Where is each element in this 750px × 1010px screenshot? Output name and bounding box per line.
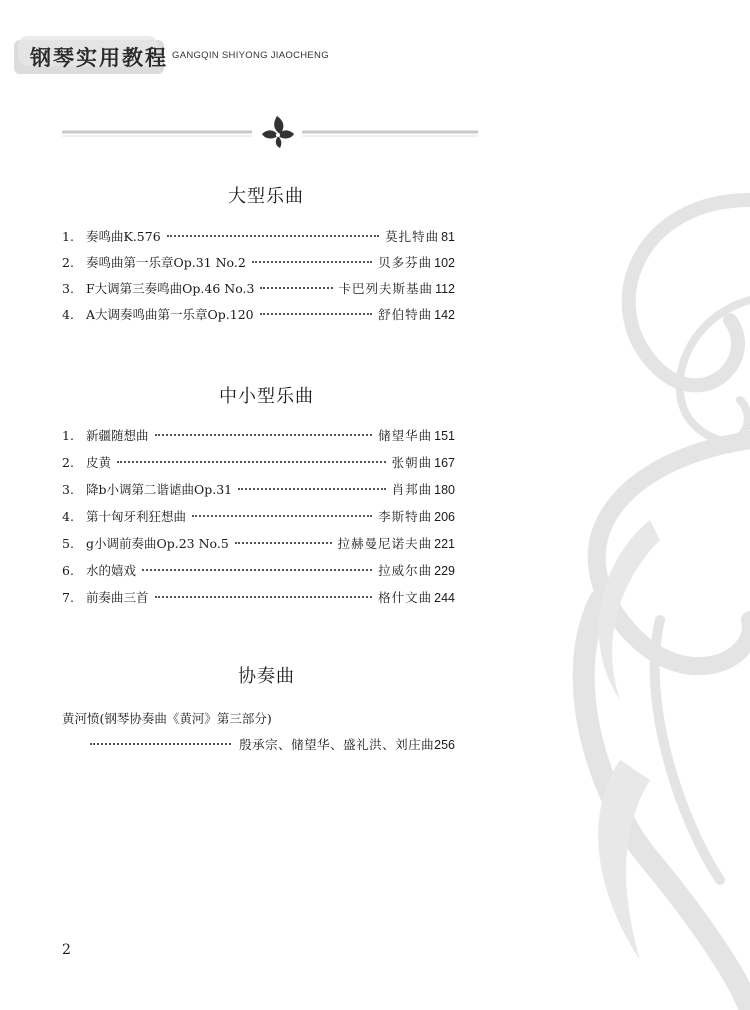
- entry-number: 2.: [62, 255, 74, 270]
- entry-composer: 殷承宗、储望华、盛礼洪、刘庄曲: [239, 737, 435, 752]
- entry-number: 7.: [62, 590, 74, 605]
- concerto-entry-title[interactable]: 黄河愤(钢琴协奏曲《黄河》第三部分): [62, 711, 272, 726]
- entry-number: 1.: [62, 428, 74, 443]
- floral-ornament-icon: [262, 116, 294, 148]
- entry-title: 奏鸣曲K.576: [86, 229, 161, 244]
- entry-composer: 肖邦曲: [391, 482, 433, 497]
- entry-composer: 贝多芬曲: [378, 255, 433, 270]
- dot-leader: [260, 313, 373, 315]
- section-title-small-works: 中小型乐曲: [219, 386, 314, 407]
- dot-leader: [235, 542, 332, 544]
- entry-page: 142: [434, 308, 455, 322]
- entry-number: 2.: [62, 455, 74, 470]
- entry-title: 前奏曲三首: [86, 590, 149, 605]
- toc-entry[interactable]: [62, 279, 455, 301]
- entry-page: 151: [434, 429, 455, 443]
- entry-composer: 张朝曲: [391, 455, 433, 470]
- entry-title: g小调前奏曲Op.23 No.5: [86, 536, 229, 551]
- dot-leader: [117, 461, 386, 463]
- entry-number: 3.: [62, 281, 74, 296]
- toc-entry[interactable]: [62, 426, 455, 448]
- entry-title: 奏鸣曲第一乐章Op.31 No.2: [86, 255, 246, 270]
- dot-leader: [155, 434, 373, 436]
- entry-composer: 格什文曲: [378, 590, 433, 605]
- entry-title: 水的嬉戏: [86, 563, 137, 578]
- toc-entry[interactable]: [62, 305, 455, 327]
- entry-number: 4.: [62, 307, 74, 322]
- dot-leader: [167, 235, 379, 237]
- toc-entry[interactable]: [62, 480, 455, 502]
- entry-title: 第十匈牙利狂想曲: [86, 509, 187, 524]
- dot-leader: [238, 488, 385, 490]
- toc-entry[interactable]: [62, 534, 455, 556]
- dot-leader: [90, 743, 231, 745]
- toc-entry[interactable]: [62, 227, 455, 249]
- entry-page: 112: [435, 282, 455, 296]
- entry-page: 244: [434, 591, 455, 605]
- concerto-entry-credits[interactable]: [90, 735, 455, 757]
- dot-leader: [192, 515, 372, 517]
- entry-title: A大调奏鸣曲第一乐章Op.120: [86, 307, 254, 322]
- dot-leader: [260, 287, 332, 289]
- entry-composer: 舒伯特曲: [378, 307, 433, 322]
- entry-title: 新疆随想曲: [86, 428, 149, 443]
- entry-composer: 储望华曲: [378, 428, 433, 443]
- entry-composer: 卡巴列夫斯基曲: [338, 281, 434, 296]
- entry-number: 3.: [62, 482, 74, 497]
- entry-composer: 拉威尔曲: [378, 563, 433, 578]
- entry-page: 81: [441, 230, 455, 244]
- entry-page: 180: [434, 483, 455, 497]
- toc-entry[interactable]: [62, 453, 455, 475]
- entry-title: 降b小调第二谐谑曲Op.31: [86, 482, 233, 497]
- toc-entry[interactable]: [62, 253, 455, 275]
- dot-leader: [155, 596, 373, 598]
- dot-leader: [252, 261, 372, 263]
- entry-page: 206: [434, 510, 455, 524]
- dot-leader: [142, 569, 372, 571]
- entry-page: 229: [434, 564, 455, 578]
- entry-composer: 李斯特曲: [378, 509, 433, 524]
- entry-number: 1.: [62, 229, 74, 244]
- entry-number: 5.: [62, 536, 74, 551]
- entry-page: 167: [434, 456, 455, 470]
- entry-page: 221: [434, 537, 455, 551]
- section-title-concerto: 协奏曲: [238, 666, 295, 687]
- entry-composer: 拉赫曼尼诺夫曲: [337, 536, 433, 551]
- page-number: 2: [62, 942, 71, 958]
- entry-page: 102: [434, 256, 455, 270]
- ornamental-divider: [62, 112, 478, 150]
- toc-entry[interactable]: [62, 507, 455, 529]
- entry-title: F大调第三奏鸣曲Op.46 No.3: [86, 281, 255, 296]
- book-title: 钢琴实用教程: [30, 45, 168, 70]
- entry-title: 皮黄: [86, 455, 112, 470]
- entry-number: 6.: [62, 563, 74, 578]
- entry-number: 4.: [62, 509, 74, 524]
- entry-page: 256: [434, 738, 455, 752]
- section-title-large-works: 大型乐曲: [228, 186, 304, 207]
- entry-composer: 莫扎特曲: [385, 229, 440, 244]
- toc-entry[interactable]: [62, 588, 455, 610]
- book-title-pinyin: GANGQIN SHIYONG JIAOCHENG: [172, 50, 329, 61]
- toc-entry[interactable]: [62, 561, 455, 583]
